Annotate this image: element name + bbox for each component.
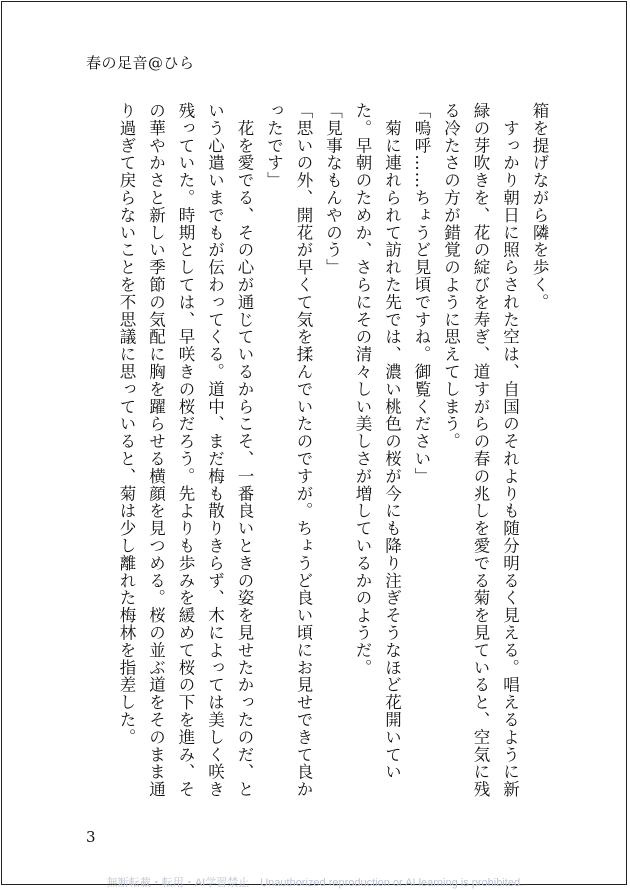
paragraph-2: すっかり朝日に照らされた空は、自国のそれよりも随分明るく見える。唱えるように新緑の芽吹きを、花の綻びを寿ぎ、道すがらの春の兆しを愛でる菊を見ていると、空気に残る冷たさの方が錯覚のように思えてしまう。	[441, 102, 520, 798]
copyright-notice: 無断転載・転用・AI学習禁止 Unauthorized reproduction or AI learning is prohibited.	[106, 877, 524, 889]
page-frame	[1, 1, 627, 885]
running-title: 春の足音@ひら	[86, 54, 195, 72]
page-number: 3	[86, 828, 96, 846]
novel-body-text	[80, 102, 554, 812]
paragraph-3: 菊に連れられて訪れた先では、濃い桃色の桜が今にも降り注ぎそうなほど花開いていた。早朝のためか、さらにその清々しい美しさが増しているかのようだ。	[353, 102, 402, 781]
paragraph-1: 箱を提げながら隣を歩く。	[530, 102, 549, 311]
dialogue-3: 「思いの外、開花が早くて気を揉んでいたのですが。ちょうど良い頃にお見せできて良かったです」	[264, 102, 313, 798]
dialogue-2: 「見事なもんやのう」	[323, 102, 343, 276]
paragraph-4: 花を愛でる、その心が通じているからこそ、一番良いときの姿を見せたかったのだ、という心遣いまでもが伝わってくる。道中、まだ梅も散りきらず、木によっては美しく咲き残っていた。時期としては、早咲きの桜だろう。先よりも歩みを緩めて桜の下を進み、その華やかさと新しい季節の気配に胸を躍らせる横顔を見つめる。桜の並ぶ道をそのまま通り過ぎて戻らないことを不思議に思っていると、菊は少し離れた梅林を指差した。	[117, 102, 254, 798]
dialogue-1: 「嗚呼……ちょうど見頃ですね。御覧ください」	[412, 102, 431, 485]
